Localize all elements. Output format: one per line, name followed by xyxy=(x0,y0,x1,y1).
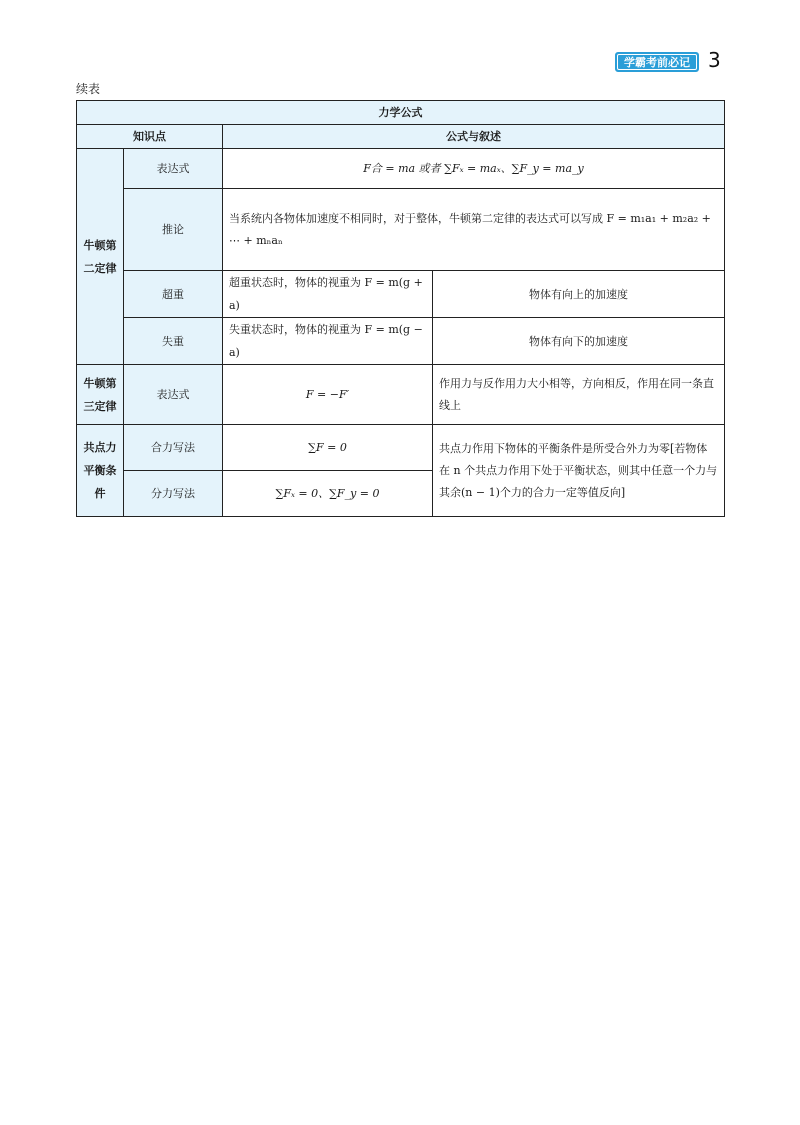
table-title: 力学公式 xyxy=(77,101,725,125)
row-label: 表达式 xyxy=(124,365,223,425)
header-badge: 学霸考前必记 xyxy=(615,52,699,72)
formula-cell: F = −F′ xyxy=(223,365,433,425)
note-cell: 作用力与反作用力大小相等，方向相反，作用在同一条直线上 xyxy=(433,365,725,425)
table-row xyxy=(77,425,725,471)
page-number: 3 xyxy=(708,48,721,72)
section-equilibrium: 共点力平衡条件 xyxy=(77,425,124,517)
formula-table xyxy=(76,100,725,517)
row-label: 推论 xyxy=(124,189,223,271)
table-row xyxy=(77,365,725,425)
formula-cell: F合 = ma 或者 ∑Fₓ = maₓ、∑F_y = ma_y xyxy=(223,149,725,189)
row-label: 表达式 xyxy=(124,149,223,189)
col-header-topic: 知识点 xyxy=(77,125,223,149)
note-cell: 物体有向上的加速度 xyxy=(433,271,725,318)
table-title-row xyxy=(77,101,725,125)
note-cell: 共点力作用下物体的平衡条件是所受合外力为零[若物体在 n 个共点力作用下处于平衡状态，则其中任意一个力与其余(n − 1)个力的合力一定等值反向] xyxy=(433,425,725,517)
table-header-row xyxy=(77,125,725,149)
formula-cell: 超重状态时，物体的视重为 F = m(g + a) xyxy=(223,271,433,318)
row-label: 超重 xyxy=(124,271,223,318)
table-row xyxy=(77,149,725,189)
formula-cell: 失重状态时，物体的视重为 F = m(g − a) xyxy=(223,318,433,365)
table-row xyxy=(77,189,725,271)
formula-cell: 当系统内各物体加速度不相同时，对于整体，牛顿第二定律的表达式可以写成 F = m₁a₁ + m₂a₂ + ⋯ + mₙaₙ xyxy=(223,189,725,271)
row-label: 失重 xyxy=(124,318,223,365)
formula-cell: ∑Fₓ = 0、∑F_y = 0 xyxy=(223,471,433,517)
continued-label: 续表 xyxy=(76,82,101,96)
note-cell: 物体有向下的加速度 xyxy=(433,318,725,365)
row-label: 分力写法 xyxy=(124,471,223,517)
row-label: 合力写法 xyxy=(124,425,223,471)
table-row xyxy=(77,271,725,318)
section-newton3: 牛顿第三定律 xyxy=(77,365,124,425)
formula-cell: ∑F = 0 xyxy=(223,425,433,471)
section-newton2: 牛顿第二定律 xyxy=(77,149,124,365)
col-header-formula: 公式与叙述 xyxy=(223,125,725,149)
table-row xyxy=(77,318,725,365)
